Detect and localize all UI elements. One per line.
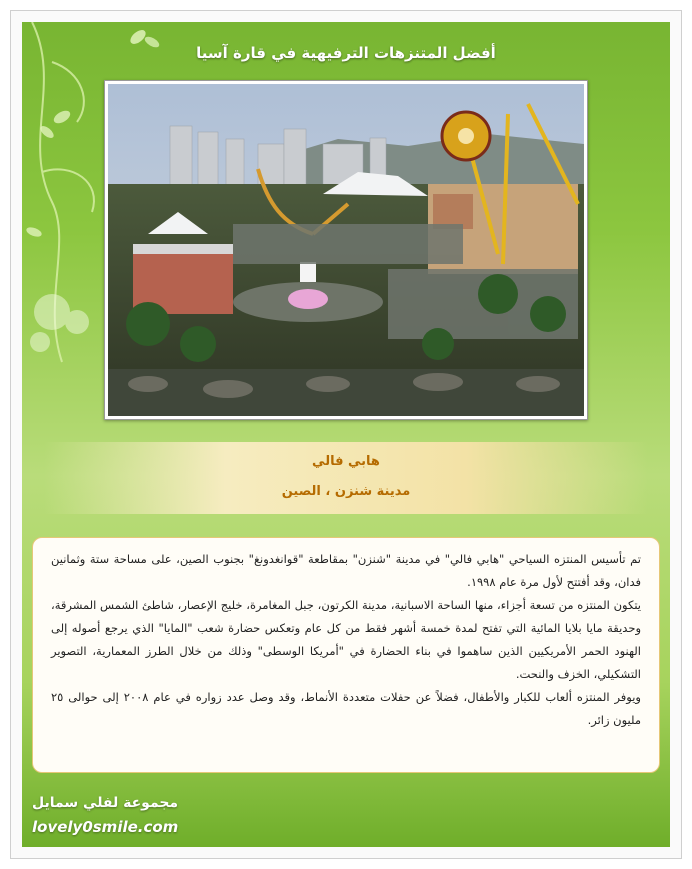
content-card <box>22 22 670 847</box>
amusement-park-photo <box>108 84 584 416</box>
caption-box <box>44 442 648 514</box>
page-title: أفضل المتنزهات الترفيهية في قارة آسيا <box>196 44 496 62</box>
article-paragraph: يتكون المنتزه من تسعة أجزاء، منها الساحة الاسبانية، مدينة الكرتون، جبل المغامرة، خليج الإعصار، شاطئ الشمس المشرقة، وحديقة مايا بلايا المائية التي تفتح لمدة خمسة أشهر فقط من كل عام وتعكس حضارة شعب "المايا" الذي يرجع أصوله إلى الهنود الحمر الأمريكيين الذين ساهموا في بناء الحضارة في "أمريكا الوسطى" وذلك من خلال الطرز المعمارية، التصوير التشكيلي، الخزف والنحت. <box>51 598 641 681</box>
park-name: هابي فالي <box>312 454 380 469</box>
article-paragraph: ويوفر المنتزه ألعاب للكبار والأطفال، فضلاً عن حفلات متعددة الأنماط، وقد وصل عدد زواره في عام ٢٠٠٨ إلى حوالى ٢٥ مليون زائر. <box>51 690 641 727</box>
article-text-box <box>32 537 660 773</box>
park-location: مدينة شنزن ، الصين <box>281 484 411 499</box>
footer-site: lovely0smile.com <box>32 818 179 836</box>
photo-frame <box>104 80 588 420</box>
article-paragraph: تم تأسيس المنتزه السياحي "هابي فالي" في مدينة "شنزن" بمقاطعة "قوانغدونغ" بجنوب الصين، على مساحة ستة وثمانين فدان، وقد أفتتح لأول مرة عام ١٩٩٨. <box>51 552 641 589</box>
footer-brand-arabic: مجموعة لفلي سمايل <box>32 795 179 811</box>
